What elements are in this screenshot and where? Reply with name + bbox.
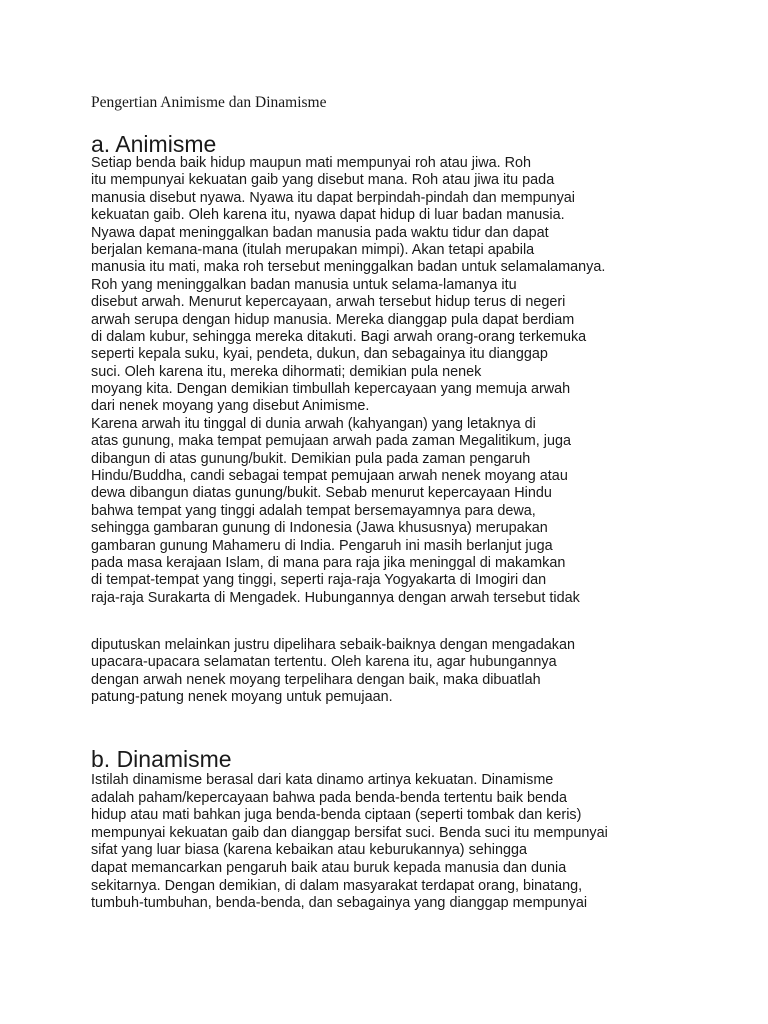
text-line: Nyawa dapat meninggalkan badan manusia pada waktu tidur dan dapat xyxy=(91,224,549,241)
text-line: kekuatan gaib. Oleh karena itu, nyawa dapat hidup di luar badan manusia. xyxy=(91,207,565,224)
text-line: patung-patung nenek moyang untuk pemujaan. xyxy=(91,689,393,706)
text-line: dibangun di atas gunung/bukit. Demikian pula pada zaman pengaruh xyxy=(91,450,531,467)
text-line: suci. Oleh karena itu, mereka dihormati; demikian pula nenek xyxy=(91,363,482,380)
text-line: di tempat-tempat yang tinggi, seperti raja-raja Yogyakarta di Imogiri dan xyxy=(91,572,547,589)
text-line: moyang kita. Dengan demikian timbullah kepercayaan yang memuja arwah xyxy=(91,381,571,398)
text-line: di dalam kubur, sehingga mereka ditakuti. Bagi arwah orang-orang terkemuka xyxy=(91,328,587,345)
text-line: Setiap benda baik hidup maupun mati mempunyai roh atau jiwa. Roh xyxy=(91,155,531,171)
text-line: atas gunung, maka tempat pemujaan arwah pada zaman Megalitikum, juga xyxy=(91,433,571,450)
text-line: itu mempunyai kekuatan gaib yang disebut mana. Roh atau jiwa itu pada xyxy=(91,172,555,189)
text-line: disebut arwah. Menurut kepercayaan, arwah tersebut hidup terus di negeri xyxy=(91,294,566,311)
text-line: tumbuh-tumbuhan, benda-benda, dan sebagainya yang dianggap mempunyai xyxy=(91,895,588,912)
text-line: Karena arwah itu tinggal di dunia arwah (kahyangan) yang letaknya di xyxy=(91,415,536,432)
text-line: dengan arwah nenek moyang terpelihara dengan baik, maka dibuatlah xyxy=(91,671,541,688)
text-line: gambaran gunung Mahameru di India. Pengaruh ini masih berlanjut juga xyxy=(91,537,553,554)
text-line: Hindu/Buddha, candi sebagai tempat pemujaan arwah nenek moyang atau xyxy=(91,468,568,485)
section-heading-dinamisme: b. Dinamisme xyxy=(91,746,232,772)
text-line: pada masa kerajaan Islam, di mana para raja jika meninggal di makamkan xyxy=(91,554,566,571)
text-line: manusia itu mati, maka roh tersebut meninggalkan badan untuk selamalamanya. xyxy=(91,259,606,276)
text-line: berjalan kemana-mana (itulah merupakan mimpi). Akan tetapi apabila xyxy=(91,241,535,258)
text-line: bahwa tempat yang tinggi adalah tempat bersemayamnya para dewa, xyxy=(91,502,536,519)
paragraph-animisme-2 xyxy=(91,637,575,707)
text-line: mempunyai kekuatan gaib dan dianggap bersifat suci. Benda suci itu mempunyai xyxy=(91,824,608,841)
text-line: adalah paham/kepercayaan bahwa pada benda-benda tertentu baik benda xyxy=(91,789,568,806)
text-line: sehingga gambaran gunung di Indonesia (Jawa khususnya) merupakan xyxy=(91,520,548,537)
text-line: diputuskan melainkan justru dipelihara sebaik-baiknya dengan mengadakan xyxy=(91,637,576,653)
paragraph-animisme-1 xyxy=(91,155,605,607)
text-line: dewa dibangun diatas gunung/bukit. Sebab menurut kepercayaan Hindu xyxy=(91,485,552,502)
text-line: sekitarnya. Dengan demikian, di dalam masyarakat terdapat orang, binatang, xyxy=(91,877,583,894)
text-line: Roh yang meninggalkan badan manusia untuk selama-lamanya itu xyxy=(91,276,517,293)
text-line: dari nenek moyang yang disebut Animisme. xyxy=(91,398,370,415)
text-line: dapat memancarkan pengaruh baik atau buruk kepada manusia dan dunia xyxy=(91,859,567,876)
text-line: upacara-upacara selamatan tertentu. Oleh karena itu, agar hubungannya xyxy=(91,654,557,671)
section-heading-animisme: a. Animisme xyxy=(91,131,217,157)
text-line: hidup atau mati bahkan juga benda-benda ciptaan (seperti tombak dan keris) xyxy=(91,807,582,824)
text-line: arwah serupa dengan hidup manusia. Mereka dianggap pula dapat berdiam xyxy=(91,311,575,328)
text-line: raja-raja Surakarta di Mengadek. Hubungannya dengan arwah tersebut tidak xyxy=(91,589,580,606)
text-line: seperti kepala suku, kyai, pendeta, dukun, dan sebagainya itu dianggap xyxy=(91,346,548,363)
text-line: Istilah dinamisme berasal dari kata dinamo artinya kekuatan. Dinamisme xyxy=(91,772,554,788)
text-line: manusia disebut nyawa. Nyawa itu dapat berpindah-pindah dan mempunyai xyxy=(91,189,575,206)
document-title: Pengertian Animisme dan Dinamisme xyxy=(91,94,327,111)
text-line: sifat yang luar biasa (karena kebaikan atau keburukannya) sehingga xyxy=(91,842,527,859)
paragraph-dinamisme-1 xyxy=(91,772,608,913)
